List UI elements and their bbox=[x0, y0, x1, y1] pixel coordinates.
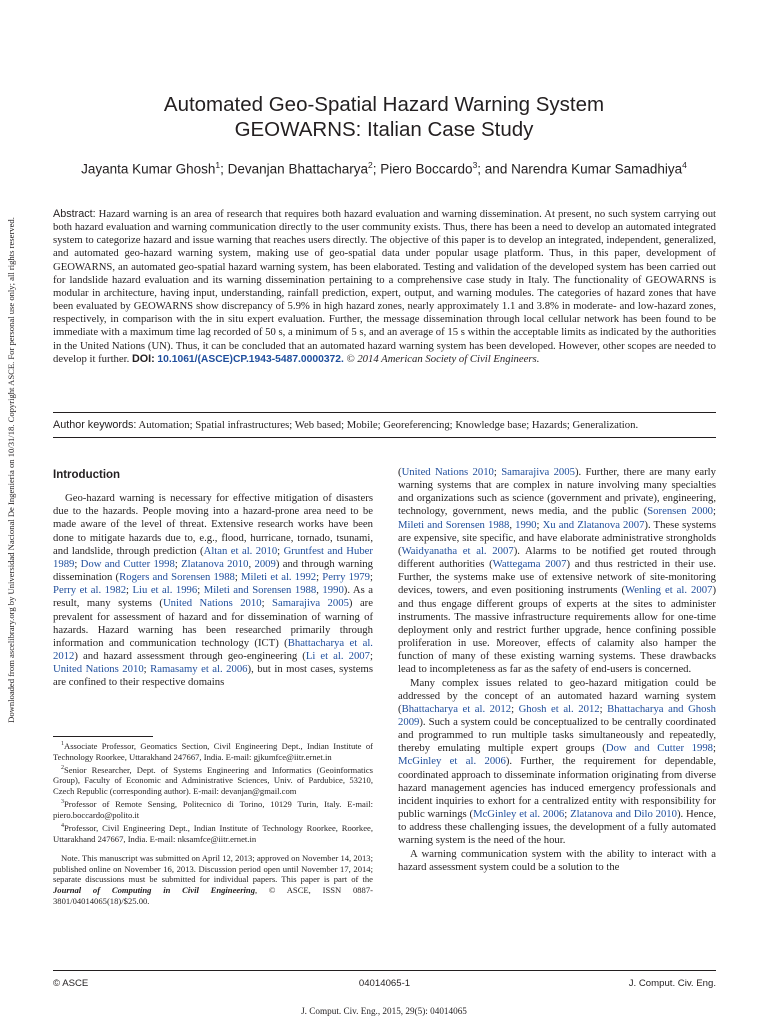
citation-line: J. Comput. Civ. Eng., 2015, 29(5): 04014065 bbox=[301, 1006, 467, 1016]
doi-link[interactable]: 10.1061/(ASCE)CP.1943-5487.0000372. bbox=[157, 353, 344, 365]
manuscript-note: Note. This manuscript was submitted on April 12, 2013; approved on November 14, 2013; published online on November 16, 2013. Discussion period open until November 17, 2014; separate discussions must be submitted for individual papers. This paper is part of the Journal of Computing in Civil Engineering, © ASCE, ISSN 0887-3801/04014065(18)/$25.00. bbox=[53, 852, 373, 907]
left-column bbox=[53, 466, 373, 690]
author-list: Jayanta Kumar Ghosh$^1$; Devanjan Bhattacharya$^2$; Piero Boccardo$^3$; and Narendra Kumar Samadhiya$^4$ bbox=[81, 160, 687, 177]
citation-link[interactable]: Perry 1979 bbox=[322, 571, 370, 584]
citation-link[interactable]: Dow and Cutter 1998 bbox=[605, 742, 714, 755]
citation-link[interactable]: Samarajiva 2005 bbox=[501, 466, 575, 478]
citation-link[interactable]: Rogers and Sorensen 1988 bbox=[119, 571, 235, 584]
citation-link[interactable]: Bhattacharya et al. 2012 bbox=[401, 702, 512, 715]
footer-article-number: 04014065-1 bbox=[358, 978, 411, 989]
citation-link[interactable]: Wattegama 2007 bbox=[492, 558, 567, 571]
citation-link[interactable]: Altan et al. 2010 bbox=[203, 544, 278, 557]
affiliation-footnote: $^3$Professor of Remote Sensing, Politecnico di Torino, 10129 Turin, Italy. E-mail: piero.boccardo@polito.it bbox=[53, 799, 373, 821]
intro-paragraph-2: Many complex issues related to geo-hazard mitigation could be addressed by the concept of an automated hazard warning system (Bhattacharya et al. 2012; Ghosh et al. 2012; Bhattacharya and Ghosh 2009). Such a system could be conceptualized to be centrally coordinated and programmed to run multiple tasks simultaneously and repeatedly, thereby emulating multiple expert groups (Dow and Cutter 1998; McGinley et al. 2006). Further, the requirement for dependable, coordinated approach to disseminate information originating from diverse hazard management agencies has induced emergency professionals and incident inquiries to exhort for a centralized entity with responsibility for public warnings (McGinley et al. 2006; Zlatanova and Dilo 2010). Hence, to address these challenging issues, the development of a fully automated warning system is the need of the hour. bbox=[398, 676, 717, 847]
download-notice: Downloaded from ascelibrary.org by Universidad Nacional De Ingenieria on 10/31/18. Copyright ASCE. For personal use only; all rights reserved. bbox=[6, 217, 16, 723]
citation-link[interactable]: Liu et al. 1996 bbox=[132, 584, 198, 597]
title-line-1: Automated Geo-Spatial Hazard Warning System bbox=[163, 93, 605, 116]
author-name: Jayanta Kumar Ghosh bbox=[81, 161, 216, 177]
citation-link[interactable]: Bhattacharya et al. 2012 bbox=[53, 636, 373, 663]
keywords-top-rule bbox=[53, 412, 716, 413]
right-column bbox=[398, 466, 716, 874]
abstract-label: Abstract: bbox=[53, 208, 96, 220]
citation-link[interactable]: Mileti and Sorensen 1988 bbox=[398, 518, 510, 531]
affiliation-footnote: $^2$Senior Researcher, Dept. of Systems Engineering and Informatics (Geoinformatics Group), Faculty of Economic and Administrative Sciences, Univ. of Pardubice, 53210, Czech Republic (corresponding author). E-mail: devanjan@gmail.com bbox=[53, 764, 373, 797]
citation-link[interactable]: Sorensen 2000 bbox=[647, 505, 714, 518]
footer-copyright: © ASCE bbox=[53, 978, 89, 989]
footnote-marker: 2 bbox=[61, 764, 64, 771]
affiliation-footnote: $^4$Professor, Civil Engineering Dept., Indian Institute of Technology Roorkee, Roorkee, Uttarakhand 247667, India. E-mail: nksamfce@iitr.ernet.in bbox=[53, 822, 373, 844]
citation-link[interactable]: Xu and Zlatanova 2007 bbox=[542, 518, 645, 531]
footer-journal: J. Comput. Civ. Eng. bbox=[628, 978, 716, 989]
citation-link[interactable]: Ramasamy et al. 2006 bbox=[150, 663, 248, 676]
author-affiliation-marker: 3 bbox=[472, 160, 478, 170]
citation-link[interactable]: Perry et al. 1982 bbox=[53, 584, 127, 597]
citation-link[interactable]: Gruntfest and Huber 1989 bbox=[53, 544, 373, 570]
citation-link[interactable]: United Nations 2010 bbox=[401, 466, 494, 478]
citation-link[interactable]: 1990 bbox=[515, 518, 537, 531]
citation-link[interactable]: Li et al. 2007 bbox=[305, 650, 370, 663]
citation-link[interactable]: Bhattacharya and Ghosh 2009 bbox=[398, 702, 716, 728]
keywords-label: Author keywords: bbox=[53, 419, 137, 431]
author-affiliation-marker: 4 bbox=[682, 160, 687, 170]
footer-rule bbox=[53, 970, 716, 971]
footnote-marker: 3 bbox=[61, 799, 64, 806]
journal-name: Journal of Computing in Civil Engineering bbox=[53, 885, 256, 896]
citation-link[interactable]: Ghosh et al. 2012 bbox=[518, 702, 600, 715]
citation-link[interactable]: McGinley et al. 2006 bbox=[473, 808, 565, 821]
doi-label: DOI: bbox=[131, 352, 155, 365]
intro-paragraph-1-continued: (United Nations 2010; Samarajiva 2005). Further, there are many early warning systems that are complex in nature involving many specialties and organizations such as science (government and private), engineering, technology, government, news media, and the public (Sorensen 2000; Mileti and Sorensen 1988, 1990; Xu and Zlatanova 2007). These systems are expensive, site specific, and have elaborate administrative strongholds (Waidyanatha et al. 2007). Alarms to be notified get routed through different authorities (Wattegama 2007) and thus restricted in their use. Further, the systems make use of extensive network of site-monitoring devices, towers, and even positioning instruments (Wenling et al. 2007) and thus engage different groups of experts at the sites to administer instruments. The massive infrastructure requirements allow for one-time deployment only and restrict further upgrade, hence confining possible proliferation in use. Moreover, effects of calamity also hamper the function of many of these existing warning systems. These drawbacks lead to incompleteness as far as the safety of end-users is concerned. bbox=[398, 466, 716, 676]
footnote-rule bbox=[53, 736, 153, 737]
footnote-marker: 4 bbox=[61, 822, 64, 829]
footnotes bbox=[53, 739, 373, 907]
author-affiliation-marker: 1 bbox=[215, 160, 221, 170]
section-heading-introduction: Introduction bbox=[53, 469, 121, 481]
abstract bbox=[53, 208, 716, 366]
affiliation-footnote: $^1$Associate Professor, Geomatics Section, Civil Engineering Dept., Indian Institute of Technology Roorkee, Uttarakhand 247667, India. E-mail: gjkumfce@iitr.ernet.in bbox=[53, 740, 373, 762]
citation-link[interactable]: 2009 bbox=[254, 557, 276, 570]
author-affiliation-marker: 2 bbox=[368, 160, 373, 170]
citation-link[interactable]: Dow and Cutter 1998 bbox=[80, 557, 175, 570]
footnote-marker: 1 bbox=[61, 741, 64, 747]
author-keywords bbox=[53, 419, 716, 432]
author-name: Piero Boccardo bbox=[380, 161, 473, 177]
citation-link[interactable]: Samarajiva 2005 bbox=[272, 597, 349, 610]
citation-link[interactable]: United Nations 2010 bbox=[53, 663, 144, 676]
intro-paragraph-3: A warning communication system with the ability to interact with a hazard assessment system could be a solution to the bbox=[398, 847, 716, 873]
citation-link[interactable]: Zlatanova 2010 bbox=[181, 557, 249, 570]
author-name: Narendra Kumar Samadhiya bbox=[511, 161, 683, 177]
keywords-bottom-rule bbox=[53, 437, 716, 438]
citation-link[interactable]: Mileti et al. 1992 bbox=[241, 571, 317, 584]
copyright-notice: © 2014 American Society of Civil Engineers. bbox=[346, 352, 540, 365]
citation-link[interactable]: Waidyanatha et al. 2007 bbox=[401, 544, 514, 557]
abstract-text: Hazard warning is an area of research that requires both hazard evaluation and warning dissemination. At present, no such system carrying out both hazard evaluation and warning communication directly to the user community exists. Thus, there has been a need to develop an automated integrated system to categorize hazard and issue warning that reaches users directly. The objective of this paper is to develop an integrated, independent, generalized, and automated geo-hazard warning system, making use of geo-spatial data under popular usage platform. Thus, in this paper, development of GEOWARNS, an automated geo-spatial hazard warning system, has been elaborated. Testing and validation of the developed system has been carried out for landslide hazard evaluation and its warning dissemination pertaining to a comprehensive case study in Italy. The functionality of GEOWARNS is modular in architecture, having input, understanding, rainfall prediction, expert, output, and warning modules. The categories of hazard zones that have been evaluated by GEOWARNS show discrepancy of 5.9% in high hazard zones, nearly approximately 1.1 and 3.8% in moderate- and low-hazard zones, respectively, in comparison with the in situ expert evaluation. Further, the message dissemination through local cellular network has been found to be immediate with a maximum time lag recorded of 50 s, a minimum of 5 s, and an average of 15 s within the acceptable limits as indicated by the authorities in the United Nations (UN). Thus, it can be concluded that an automated hazard warning system has been developed. However, other scopes are needed to develop it further. bbox=[53, 208, 717, 365]
citation-link[interactable]: United Nations 2010 bbox=[162, 597, 262, 610]
paper-title bbox=[40, 92, 728, 142]
citation-link[interactable]: McGinley et al. 2006 bbox=[398, 755, 506, 768]
intro-paragraph-1: Geo-hazard warning is necessary for effective mitigation of disasters due to the hazards. People moving into a hazard-prone area need to be made aware of the level of threat. Extensive research works have been done to mitigate hazards due to, e.g., flood, hurricane, tornado, tsunami, and landslide, through prediction (Altan et al. 2010; Gruntfest and Huber 1989; Dow and Cutter 1998; Zlatanova 2010, 2009) and through warning dissemination (Rogers and Sorensen 1988; Mileti et al. 1992; Perry 1979; Perry et al. 1982; Liu et al. 1996; Mileti and Sorensen 1988, 1990). As a result, many systems (United Nations 2010; Samarajiva 2005) are prevalent for assessment of hazard and for dissemination of warning of hazards. Hazard warning has been researched primarily through information and communication technology (ICT) (Bhattacharya et al. 2012) and hazard assessment through geo-engineering (Li et al. 2007; United Nations 2010; Ramasamy et al. 2006), but in most cases, systems are confined to their respective domains bbox=[53, 492, 373, 689]
keywords-text: Automation; Spatial infrastructures; Web based; Mobile; Georeferencing; Knowledge base; Hazards; Generalization. bbox=[138, 419, 639, 431]
citation-link[interactable]: Zlatanova and Dilo 2010 bbox=[570, 808, 677, 821]
author-name: Devanjan Bhattacharya bbox=[227, 161, 368, 177]
citation-link[interactable]: Wenling et al. 2007 bbox=[625, 584, 713, 597]
title-line-2: GEOWARNS: Italian Case Study bbox=[234, 118, 534, 141]
citation-link[interactable]: 1990 bbox=[322, 584, 344, 597]
citation-link[interactable]: Mileti and Sorensen 1988 bbox=[203, 584, 317, 597]
